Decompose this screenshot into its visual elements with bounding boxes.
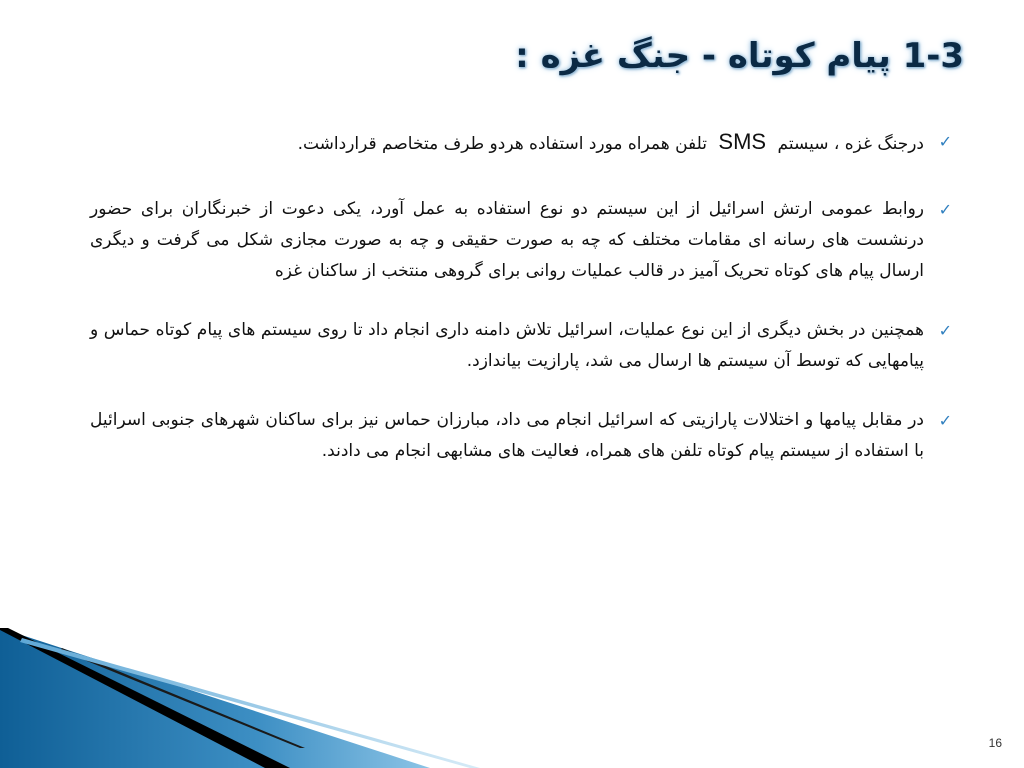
bullet-item-1 <box>90 126 952 160</box>
bullet-text-4: در مقابل پیامها و اختلالات پارازیتی که اسرائیل انجام می داد، مبارزان حماس نیز برای ساکنان شهرهای جنوبی اسرائیل با استفاده از سیستم پیام کوتاه تلفن های همراه، فعالیت های مشابهی انجام می دادند. <box>90 410 924 461</box>
checkmark-icon: ✓ <box>938 200 952 219</box>
bullet-list <box>90 126 952 495</box>
page-number: 16 <box>988 736 1002 750</box>
bullet-item-3 <box>90 315 952 377</box>
bullet-text-1-before: درجنگ غزه ، سیستم <box>777 134 924 154</box>
slide-title: 1-3 پیام کوتاه - جنگ غزه : <box>515 36 964 76</box>
bottom-decoration <box>0 628 1024 768</box>
bullet-item-2 <box>90 194 952 287</box>
bullet-text-1-after: تلفن همراه مورد استفاده هردو طرف متخاصم قرارداشت. <box>297 134 707 154</box>
checkmark-icon: ✓ <box>938 411 952 430</box>
sms-term: SMS <box>718 129 767 154</box>
checkmark-icon: ✓ <box>938 321 952 340</box>
bullet-item-4 <box>90 405 952 467</box>
bullet-text-3: همچنین در بخش دیگری از این نوع عملیات، اسرائیل تلاش دامنه داری انجام داد تا روی سیستم های پیام کوتاه حماس و پیامهایی که توسط آن سیستم ها ارسال می شد، پارازیت بیاندازد. <box>90 320 924 371</box>
bullet-text-2: روابط عمومی ارتش اسرائیل از این سیستم دو نوع استفاده به عمل آورد، یکی دعوت از خبرنگاران برای حضور درنشست های رسانه ای مقامات مختلف که چه به صورت حقیقی و چه به صورت مجازی شکل می گرفت و دیگری ارسال پیام های کوتاه تحریک آمیز در قالب عملیات روانی برای گروهی منتخب از ساکنان غزه <box>90 199 924 281</box>
deco-blue-wedge <box>0 628 430 768</box>
checkmark-icon: ✓ <box>938 132 952 151</box>
